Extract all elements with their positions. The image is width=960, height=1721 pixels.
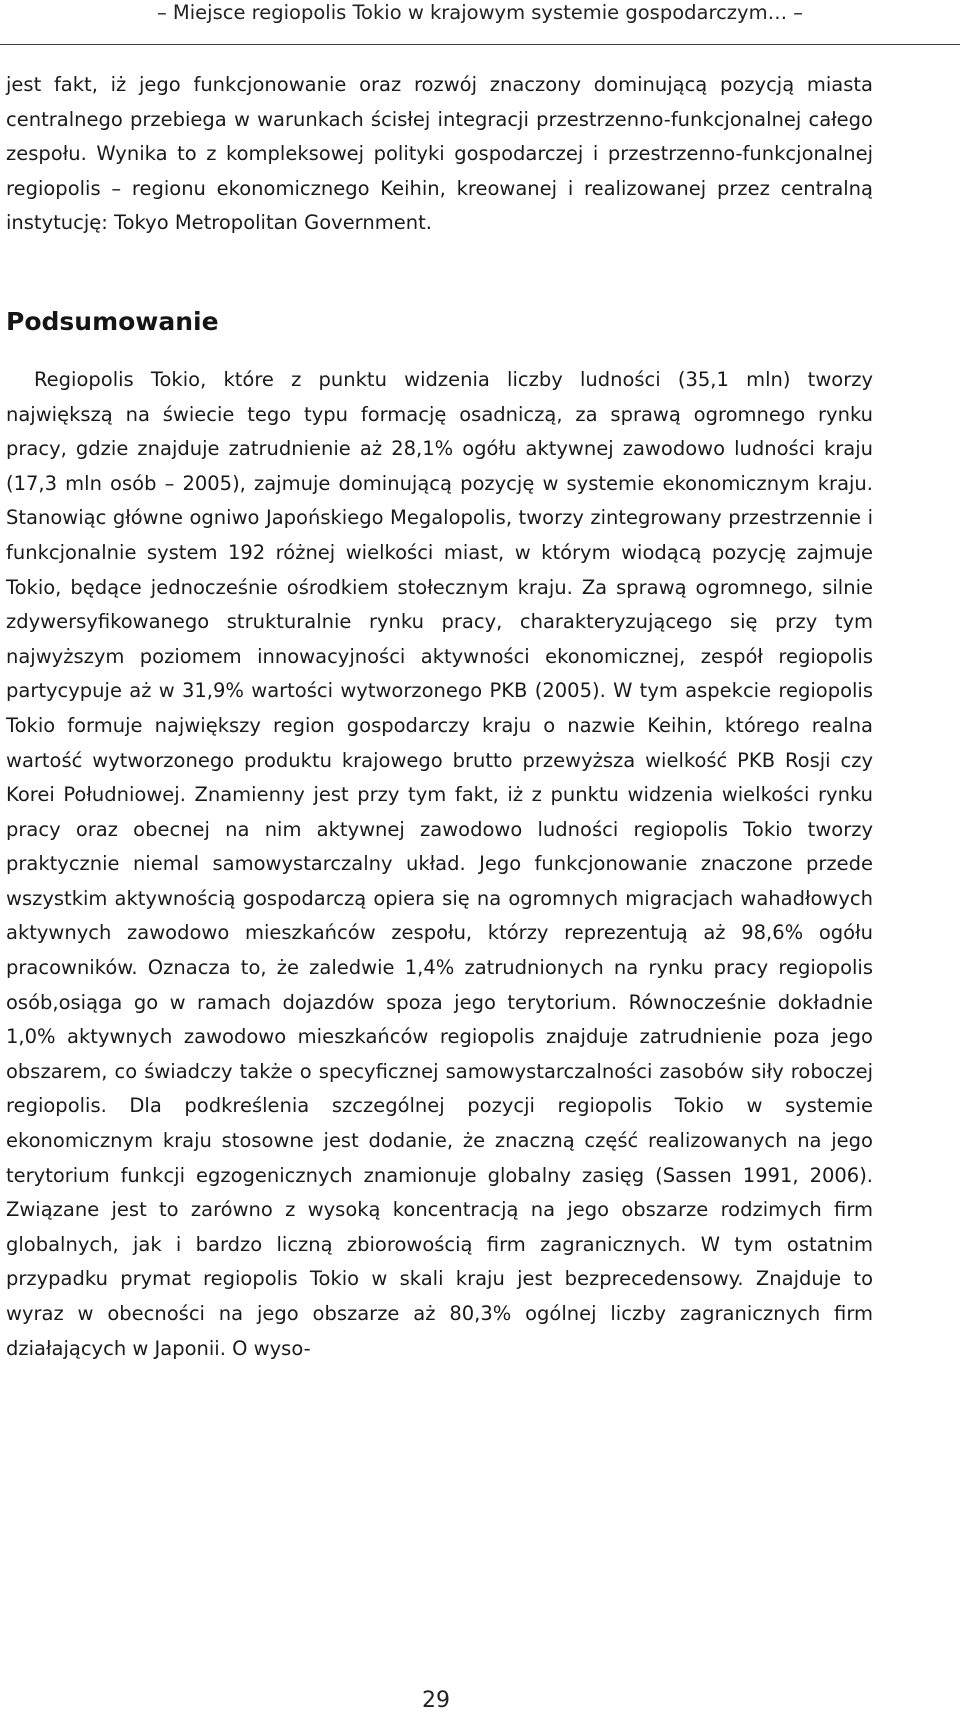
header-divider	[0, 44, 960, 45]
running-header: – Miejsce regiopolis Tokio w krajowym systemie gospodarczym… –	[156, 1, 804, 24]
summary-paragraph: Regiopolis Tokio, które z punktu widzenia liczby ludności (35,1 mln) tworzy największą na świecie tego typu formację osadniczą, za sprawą ogromnego rynku pracy, gdzie znajduje zatrudnienie aż 28,1% ogółu aktywnej zawodowo ludności kraju (17,3 mln osób – 2005), zajmuje dominującą pozycję w systemie ekonomicznym kraju. Stanowiąc główne ogniwo Japońskiego Megalopolis, tworzy zintegrowany przestrzennie i funkcjonalnie system 192 różnej wielkości miast, w którym wiodącą pozycję zajmuje Tokio, będące jednocześnie ośrodkiem stołecznym kraju. Za sprawą ogromnego, silnie zdywersyfikowanego strukturalnie rynku pracy, charakteryzującego się przy tym najwyższym poziomem innowacyjności aktywności ekonomicznej, zespół regiopolis partycypuje aż w 31,9% wartości wytworzonego PKB (2005). W tym aspekcie regiopolis Tokio formuje największy region gospodarczy kraju o nazwie Keihin, którego realna wartość wytworzonego produktu krajowego brutto przewyższa wielkość PKB Rosji czy Korei Południowej. Znamienny jest przy tym fakt, iż z punktu widzenia wielkości rynku pracy oraz obecnej na nim aktywnej zawodowo ludności regiopolis Tokio tworzy praktycznie niemal samowystarczalny układ. Jego funkcjonowanie znaczone przede wszystkim aktywnością gospodarczą opiera się na ogromnych migracjach wahadłowych aktywnych zawodowo mieszkańców zespołu, którzy reprezentują aż 98,6% ogółu pracowników. Oznacza to, że zaledwie 1,4% zatrudnionych na rynku pracy regiopolis osób,osiąga go w ramach dojazdów spoza jego terytorium. Równocześnie dokładnie 1,0% aktywnych zawodowo mieszkańców regiopolis znajduje zatrudnienie poza jego obszarem, co świadczy także o specyficznej samowystarczalności zasobów siły roboczej regiopolis. Dla podkreślenia szczególnej pozycji regiopolis Tokio w systemie ekonomicznym kraju stosowne jest dodanie, że znaczną część realizowanych na jego terytorium funkcji egzogenicznych znamionuje globalny zasięg (Sassen 1991, 2006). Związane jest to zarówno z wysoką koncentracją na jego obszarze rodzimych firm globalnych, jak i bardzo liczną zbiorowością firm zagranicznych. W tym ostatnim przypadku prymat regiopolis Tokio w skali kraju jest bezprecedensowy. Znajduje to wyraz w obecności na jego obszarze aż 80,3% ogólnej liczby zagranicznych firm działających w Japonii. O wyso-	[6, 367, 873, 1360]
page-body	[6, 68, 873, 1366]
lead-paragraph: jest fakt, iż jego funkcjonowanie oraz rozwój znaczony dominującą pozycją miasta centralnego przebiega w warunkach ścisłej integracji przestrzenno-funkcjonalnej całego zespołu. Wynika to z kompleksowej polityki gospodarczej i przestrzenno-funkcjonalnej regiopolis – regionu ekonomicznego Keihin, kreowanej i realizowanej przez centralną instytucję: Tokyo Metropolitan Government.	[6, 73, 873, 235]
page-number: 29	[422, 1688, 450, 1713]
section-heading: Podsumowanie	[6, 306, 219, 336]
